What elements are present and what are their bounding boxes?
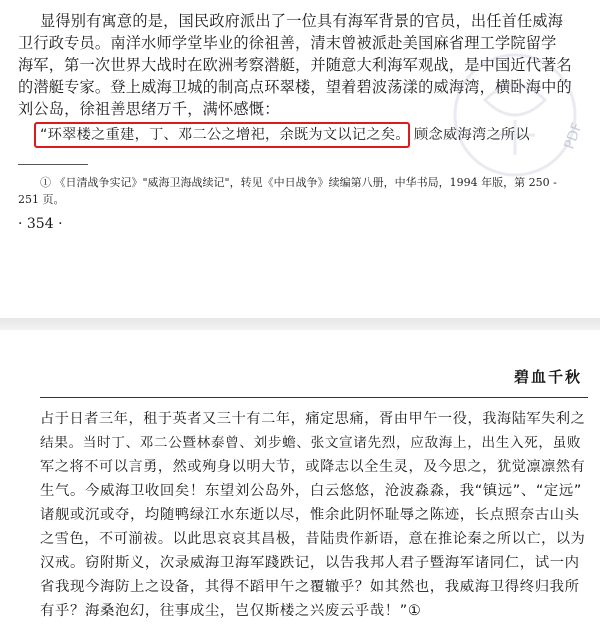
header-rule xyxy=(40,397,588,398)
body-line: 结果。当时丁、邓二公暨林泰曾、刘步蟾、张文宣诸先烈，应敌海上，出生入死，虽败 xyxy=(40,435,582,451)
paragraph-line: 刘公岛，徐祖善思绪万千，满怀感慨： xyxy=(18,100,280,118)
body-line: 有乎？海桑泡幻，往事成尘，岂仅斯楼之兴废云乎哉！”① xyxy=(40,603,422,619)
paragraph-line: 显得别有寓意的是，国民政府派出了一位具有海军背景的官员，出任首任威海 xyxy=(40,12,564,30)
quote-highlighted: “环翠楼之重建，丁、邓二公之增祀，余既为文以记之矣。 xyxy=(40,127,410,143)
body-line: 诸舰或沉或夺，均随鸭绿江水东逝以尽，惟余此阴怀耻辱之陈迹，长点照奈古山头 xyxy=(40,507,580,523)
watermark-logo-icon xyxy=(440,40,590,190)
watermark-text: PDF xyxy=(561,120,586,152)
body-line: 省我现今海防上之设备，其得不蹈甲午之覆辙乎？如其然也，我威海卫得终归我所 xyxy=(40,579,580,595)
body-line: 生气。今威海卫收回矣！东望刘公岛外，白云悠悠，沧波淼淼，我“镇远”、“定远” xyxy=(40,483,582,499)
paragraph-line: 的潜艇专家。登上威海卫城的制高点环翠楼，望着碧波荡漾的威海湾，横卧海中的 xyxy=(18,78,572,96)
footnote-rule xyxy=(18,164,88,165)
body-line: 之雪色，不可湔祓。以此思哀哀其昌极，昔陆贵作新语，意在推论秦之所以亡，以为 xyxy=(40,531,586,547)
running-title: 碧血千秋 xyxy=(513,368,582,386)
body-line: 军之将不可以言勇，然或殉身以明大节，或降志以全生灵，及今思之，犹觉凛凛然有 xyxy=(40,459,586,475)
paragraph-line: 海军，第一次世界大战时在欧洲考察潜艇，并随意大利海军观战，是中国近代著名 xyxy=(18,56,572,74)
footnote-line: 251 页。 xyxy=(18,193,65,206)
page-gap xyxy=(0,318,600,330)
paragraph-line: 卫行政专员。南洋水师学堂毕业的徐祖善，清末曾被派赴美国麻省理工学院留学 xyxy=(18,34,557,52)
quote-continuation: 顾念威海湾之所以 xyxy=(414,127,530,143)
body-line: 汉戒。窃附斯义，次录威海卫海军踐跌记，以告我邦人君子暨海军诸同仁，试一内 xyxy=(40,555,580,571)
body-line: 占于日者三年，租于英者又三十有二年，痛定思痛，胥由甲午一役，我海陆军失利之 xyxy=(40,411,586,427)
footnote-line: ① 《日清战争实记》"威海卫海战续记"，转见《中日战争》续编第八册，中华书局，1994 年版，第 250 - xyxy=(40,176,557,189)
page-number: · 354 · xyxy=(18,216,63,232)
